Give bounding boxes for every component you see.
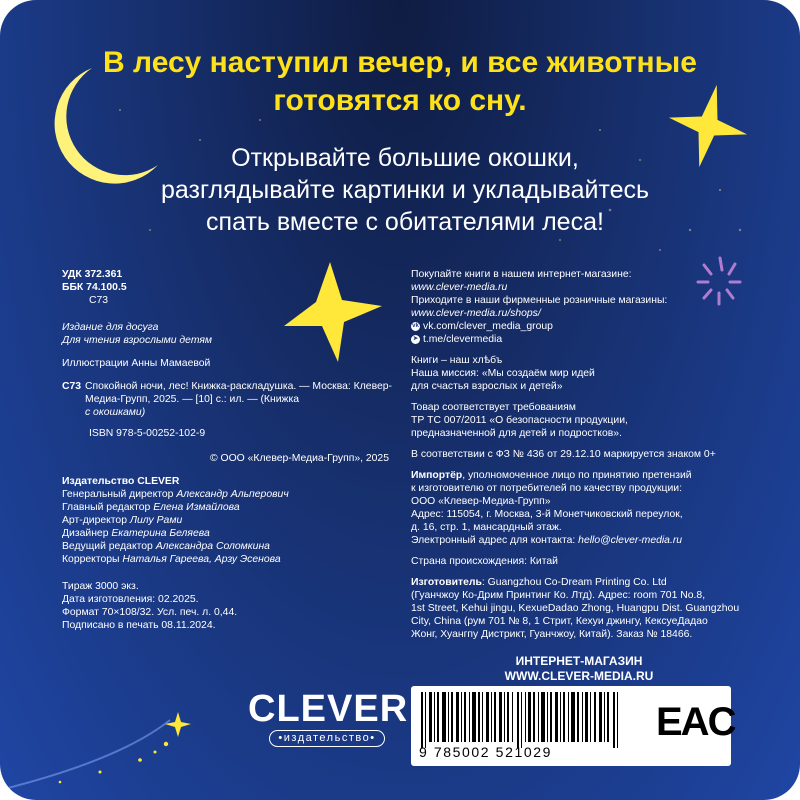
telegram-icon: ➤ bbox=[412, 336, 419, 342]
staff-role: Генеральный директор bbox=[62, 489, 174, 500]
staff-person: Александра Соломкина bbox=[155, 541, 270, 552]
bbk-code: ББК 74.100.5 bbox=[62, 282, 127, 293]
headline-line: готовятся ко сну. bbox=[273, 84, 527, 117]
shop-title: ИНТЕРНЕТ-МАГАЗИН bbox=[515, 654, 643, 668]
standard-compliance bbox=[411, 401, 761, 440]
shop-link[interactable]: www.clever-media.ru bbox=[411, 282, 508, 293]
udk-code: УДК 372.361 bbox=[62, 269, 123, 280]
standard-line: ТР ТС 007/2011 «О безопасности продукции, bbox=[411, 415, 628, 426]
importer-line bbox=[411, 469, 761, 482]
staff-list bbox=[62, 488, 392, 566]
staff-person: Екатерина Беляева bbox=[111, 528, 210, 539]
vk-icon: vk bbox=[412, 323, 419, 329]
shop-intro: Покупайте книги в нашем интернет-магазине: bbox=[411, 269, 632, 280]
staff-role: Корректоры bbox=[62, 554, 120, 565]
classification-codes bbox=[62, 268, 392, 307]
bibliographic-label: С73 bbox=[62, 381, 82, 392]
print-line: Тираж 3000 экз. bbox=[62, 581, 139, 592]
staff-person: Александр Альперович bbox=[176, 489, 289, 500]
subtitle-line: Открывайте большие окошки, bbox=[231, 144, 579, 172]
maker-text: : Guangzhou Co-Dream Printing Co. Ltd bbox=[481, 577, 667, 588]
print-line: Дата изготовления: 02.2025. bbox=[62, 594, 199, 605]
subtitle bbox=[150, 142, 660, 238]
staff-row bbox=[62, 527, 392, 540]
clever-logo bbox=[248, 688, 409, 747]
edition-line: Издание для досуга bbox=[62, 322, 159, 333]
copyright: © ООО «Клевер-Медиа-Групп», 2025 bbox=[209, 453, 389, 464]
motto-line: Книги – наш хлѣбъ bbox=[411, 355, 503, 366]
importer-line: ООО «Клевер-Медиа-Групп» bbox=[411, 496, 551, 507]
staff-role: Ведущий редактор bbox=[62, 541, 153, 552]
edition-line: Для чтения взрослыми детям bbox=[62, 335, 213, 346]
shop-url[interactable]: WWW.CLEVER-MEDIA.RU bbox=[504, 669, 654, 683]
maker-line: City, China (рум 701 № 8, 1 Стрит, Кехуи джингу, КексуеДадао bbox=[411, 616, 708, 627]
author-mark: С73 bbox=[89, 295, 109, 306]
motto-line: для счастья взрослых и детей» bbox=[411, 381, 563, 392]
email-label: Электронный адрес для контакта: bbox=[411, 535, 579, 546]
print-line: Подписано в печать 08.11.2024. bbox=[62, 620, 216, 631]
maker-line bbox=[411, 576, 761, 589]
star-icon bbox=[165, 712, 191, 737]
vk-link[interactable]: vk.com/clever_media_group bbox=[423, 321, 553, 332]
maker-label: Изготовитель bbox=[411, 577, 482, 588]
staff-row bbox=[62, 514, 392, 527]
importer-line: к изготовителю от потребителей по качеству продукции: bbox=[411, 483, 682, 494]
staff-role: Арт-директор bbox=[62, 515, 127, 526]
motto-line: Наша миссия: «Мы создаём мир идей bbox=[411, 368, 595, 379]
staff-person: Лилу Рами bbox=[129, 515, 183, 526]
edition-type bbox=[62, 321, 392, 347]
biblio-line: с окошками) bbox=[84, 407, 146, 418]
stores-link[interactable]: www.clever-media.ru/shops/ bbox=[411, 308, 541, 319]
email-link[interactable]: hello@clever-media.ru bbox=[578, 535, 683, 546]
importer-text: , уполномоченное лицо по принятию претензий bbox=[462, 470, 692, 481]
country-of-origin: Страна происхождения: Китай bbox=[411, 556, 558, 567]
staff-person: Наталья Гареева, Арзу Эсенова bbox=[122, 554, 281, 565]
illustrations-credit: Иллюстрации Анны Мамаевой bbox=[62, 358, 211, 369]
barcode bbox=[419, 692, 654, 748]
importer-line: Адрес: 115054, г. Москва, 3-й Монетчиковский переулок, bbox=[411, 509, 683, 520]
importer-label: Импортёр bbox=[411, 470, 463, 481]
sparkles bbox=[59, 742, 169, 784]
logo-wordmark: CLEVER bbox=[248, 688, 409, 730]
importer-block bbox=[411, 469, 761, 547]
print-line: Формат 70×108/32. Усл. печ. л. 0,44. bbox=[62, 607, 238, 618]
standard-line: предназначенной для детей и подростков». bbox=[411, 428, 622, 439]
vk-row[interactable] bbox=[411, 320, 761, 333]
telegram-row[interactable] bbox=[411, 333, 761, 346]
motto bbox=[411, 354, 761, 393]
headline-line: В лесу наступил вечер, и все животные bbox=[103, 46, 697, 79]
logo-tagline: •издательство• bbox=[269, 730, 384, 747]
imprint-left bbox=[62, 268, 392, 632]
isbn: ISBN 978-5-00252-102-9 bbox=[89, 428, 206, 439]
barcode-bars bbox=[421, 692, 618, 748]
staff-row bbox=[62, 501, 392, 514]
eac-mark: EAC bbox=[656, 700, 735, 744]
stores-intro: Приходите в наши фирменные розничные магазины: bbox=[411, 295, 668, 306]
subtitle-line: разглядывайте картинки и укладывайтесь bbox=[160, 176, 650, 204]
standard-line: Товар соответствует требованиям bbox=[411, 402, 576, 413]
biblio-line: Спокойной ночи, лес! Книжка-раскладушка. — Москва: Клевер- bbox=[84, 381, 392, 392]
imprint-right bbox=[411, 268, 761, 641]
age-rating-law: В соответствии с ФЗ № 436 от 29.12.10 маркируется знаком 0+ bbox=[411, 449, 716, 460]
staff-row bbox=[62, 488, 392, 501]
online-shop-block bbox=[433, 654, 725, 684]
email-line bbox=[411, 534, 761, 547]
maker-line: Жонг, Хуангпу Дистрикт, Гуанчжоу, Китай). Заказ № 18466. bbox=[411, 629, 693, 640]
staff-role: Главный редактор bbox=[62, 502, 151, 513]
headline bbox=[60, 44, 740, 120]
staff-person: Елена Измайлова bbox=[153, 502, 240, 513]
manufacturer-block bbox=[411, 576, 761, 641]
subtitle-line: спать вместе с обитателями леса! bbox=[206, 208, 604, 236]
shooting-star-trail bbox=[0, 720, 170, 790]
print-details bbox=[62, 580, 392, 632]
biblio-line: Медиа-Групп, 2025. — [10] с.: ил. — (Книжка bbox=[84, 394, 300, 405]
barcode-panel bbox=[411, 686, 735, 766]
maker-line: (Гуанчжоу Ко-Дрим Принтинг Ко. Лтд). Адрес: room 701 No.8, bbox=[411, 590, 706, 601]
barcode-digits: 9 785002 521029 bbox=[419, 744, 552, 760]
publisher-name: Издательство CLEVER bbox=[62, 476, 180, 487]
staff-row bbox=[62, 540, 392, 553]
staff-row bbox=[62, 553, 392, 566]
telegram-link[interactable]: t.me/clevermedia bbox=[423, 334, 503, 345]
importer-line: д. 16, стр. 1, мансардный этаж. bbox=[411, 522, 562, 533]
maker-line: 1st Street, Kehui jingu, KexueDadao Zhong, Huangpu Dist. Guangzhou bbox=[411, 603, 740, 614]
staff-role: Дизайнер bbox=[62, 528, 109, 539]
bibliographic-entry bbox=[62, 380, 392, 419]
